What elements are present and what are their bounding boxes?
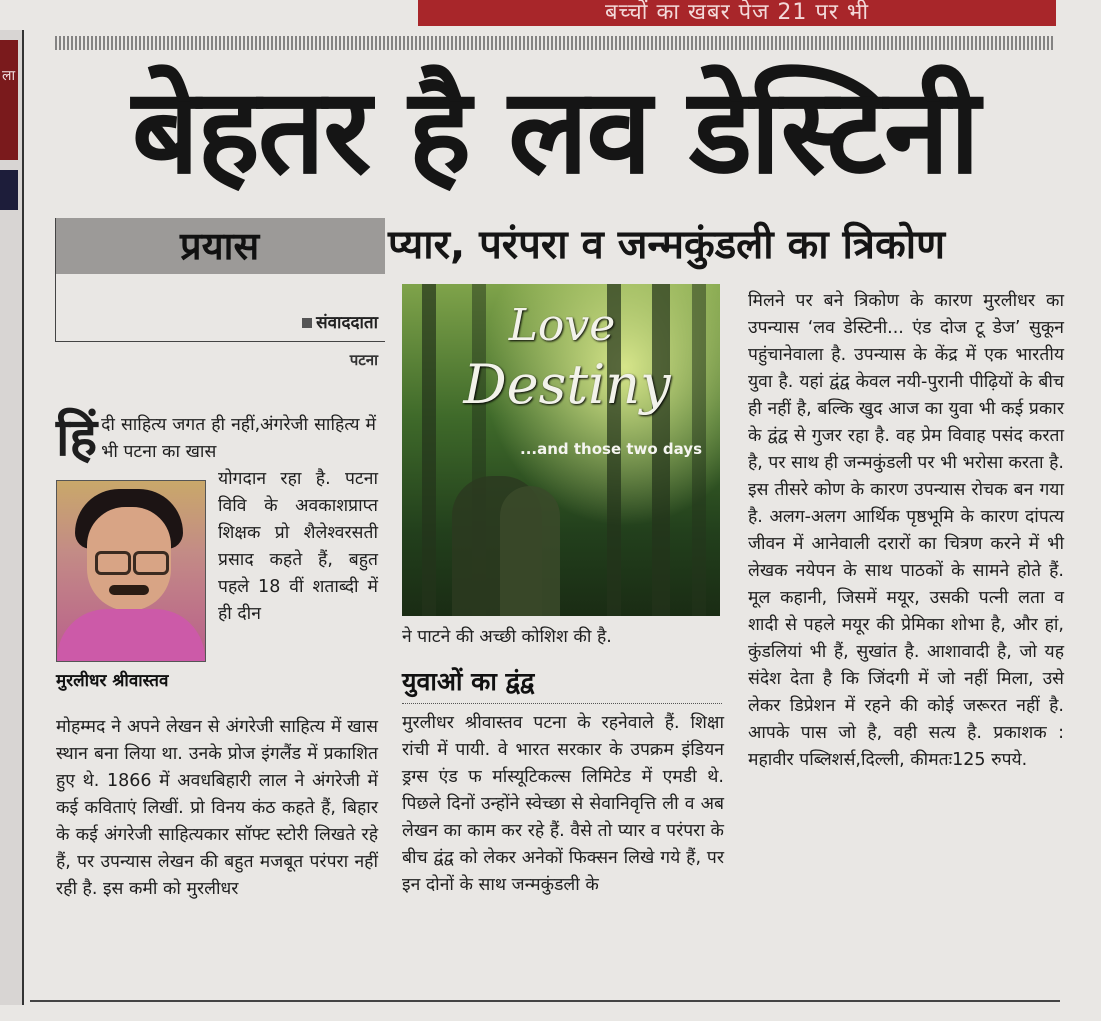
book-cover-image <box>402 284 720 616</box>
bottom-rule <box>30 1000 1060 1002</box>
subheadline: प्यार, परंपरा व जन्मकुंडली का त्रिकोण <box>388 222 945 268</box>
column2-top-text: ने पाटने की अच्छी कोशिश की है. <box>402 627 612 647</box>
book-tagline: ...and those two days <box>520 440 702 458</box>
box-bottom-border <box>55 341 385 342</box>
dateline: पटना <box>349 351 378 369</box>
left-edge-dark-block <box>0 170 18 210</box>
couple-silhouette-2 <box>500 486 560 616</box>
column3-body: मिलने पर बने त्रिकोण के कारण मुरलीधर का उपन्यास ‘लव डेस्टिनी... एंड दोज टू डेज’ सुकून पहुंचानेवाला है. उपन्यास के केंद्र में एक भारतीय युवा है. यहां द्वंद्व केवल नयी-पुरानी पीढ़ियों के बीच ही नहीं है, बल्कि खुद आज का युवा भी कई प्रकार के द्वंद्व से गुजर रहा है. वह प्रेम विवाह पसंद करता है, पर साथ ही जन्मकुंडली पर भी भरोसा करता है. इस तीसरे कोण के कारण उपन्यास रोचक बन गया है. अलग-अलग आर्थिक पृष्ठभूमि के कारण दांपत्य जीवन में आनेवाली दरारों का चित्रण करने में भी लेखक नयेपन के साथ पाठकों के सामने होते हैं. मूल कहानी, जिसमें मयूर, उसकी पत्नी लता व शादी से पहले मयूर की प्रेमिका शोभा है, और हां, कुंडलियां भी हैं, सुखांत है. आशावादी है, जो यह संदेश देता है कि जिंदगी में जो नहीं मिला, उसे लेकर डिप्रेशन में रहने की कोई जरूरत नहीं है. आपके पास जो है, वही सत्य है. प्रकाशक : महावीर पब्लिशर्स,दिल्ली, कीमतः125 रुपये. <box>748 291 1064 770</box>
column1-bottom-text: मोहम्मद ने अपने लेखन से अंगरेजी साहित्य में खास स्थान बना लिया था. उनके प्रोज इंगलैंड में प्रकाशित हुए थे. 1866 में अवधबिहारी लाल ने अंगरेजी में कई कविताएं लिखीं. प्रो विनय कंठ कहते हैं, बिहार के कई अंगरेजी साहित्यकार सॉफ्ट स्टोरी लिखते रहे हैं, पर उपन्यास लेखन की बहुत मजबूत परंपरा नहीं रही है. इस कमी को मुरलीधर <box>56 717 378 899</box>
heading-underline <box>402 703 722 705</box>
column2-heading: युवाओं का द्वंद्व <box>402 667 535 696</box>
section-label: प्रयास <box>180 224 260 268</box>
left-edge-red-block <box>0 40 18 160</box>
book-title-love: Love <box>508 300 616 351</box>
byline <box>252 310 378 334</box>
box-left-border <box>55 218 56 342</box>
left-edge-glyph: ला <box>2 68 16 84</box>
column1-wrap-text: योगदान रहा है. पटना विवि के अवकाशप्राप्त शिक्षक प्रो शैलेश्वरसती प्रसाद कहते हैं, बहुत पहले 18 वीं शताब्दी में ही दीन <box>218 469 378 624</box>
column2-body: मुरलीधर श्रीवास्तव पटना के रहनेवाले हैं. शिक्षा रांची में पायी. वे भारत सरकार के उपक्रम इंडियन ड्रग्स एंड फ र्मास्यूटिकल्स लिमिटेड में एमडी थे. पिछले दिनों उन्होंने स्वेच्छा से सेवानिवृत्ति ली व अब लेखन का काम कर रहे हैं. वैसे तो प्यार व परंपरा के बीच द्वंद्व को लेकर अनेकों फिक्सन लिखे गये हैं, पर इन दोनों के साथ जन्मकुंडली के <box>402 713 724 895</box>
column1-top-paragraph: दी साहित्य जगत ही नहीं,अंगरेजी साहित्य में भी पटना का खास <box>101 415 376 462</box>
headline: बेहतर है लव डेस्टिनी <box>131 62 979 200</box>
author-photo <box>56 480 206 662</box>
author-caption: मुरलीधर श्रीवास्तव <box>56 671 169 691</box>
square-bullet-icon <box>302 318 312 328</box>
left-page-edge <box>0 30 24 1005</box>
dropcap: हिं <box>56 408 98 468</box>
column1-top-text <box>56 408 376 468</box>
book-title-destiny: Destiny <box>463 353 671 416</box>
dotted-band <box>55 36 1055 50</box>
top-strip-banner: बच्चों का खबर पेज 21 पर भी <box>418 0 1056 26</box>
byline-text: संवाददाता <box>316 313 378 333</box>
